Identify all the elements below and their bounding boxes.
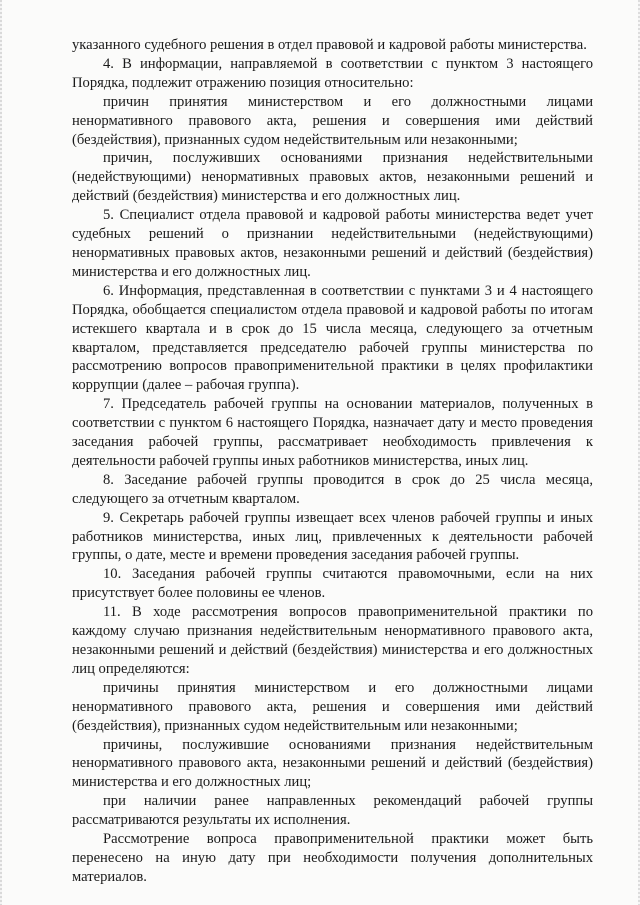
paragraph-item-6: 6. Информация, представленная в соответствии с пунктами 3 и 4 настоящего Порядка, обобщается специалистом отдела правовой и кадровой работы по итогам истекшего квартала и в срок до 15 числа месяца, следующего за отчетным кварталом, представляется председателю рабочей группы министерства по рассмотрению вопросов правоприменительной практики в целях профилактики коррупции (далее – рабочая группа).: [72, 282, 593, 394]
paragraph-item-11: 11. В ходе рассмотрения вопросов правоприменительной практики по каждому случаю признания недействительным ненормативного правового акта, незаконными решений и действий (бездействия) министерства и его должностных лиц определяются:: [72, 604, 593, 677]
document-body: [72, 36, 593, 887]
paragraph-item-9: 9. Секретарь рабочей группы извещает всех членов рабочей группы и иных работников министерства, иных лиц, привлеченных к деятельности рабочей группы, о дате, месте и времени проведения заседания рабочей группы.: [72, 509, 593, 564]
paragraph-item-4: 4. В информации, направляемой в соответствии с пунктом 3 настоящего Порядка, подлежит отражению позиция относительно:: [72, 55, 593, 91]
paragraph-item-8: 8. Заседание рабочей группы проводится в срок до 25 числа месяца, следующего за отчетным кварталом.: [72, 471, 593, 507]
paragraph-item-11-recommendations: при наличии ранее направленных рекомендаций рабочей группы рассматриваются результаты их исполнения.: [72, 793, 593, 829]
paragraph-continuation: указанного судебного решения в отдел правовой и кадровой работы министерства.: [72, 37, 587, 53]
paragraph-item-4-reason-adoption: причин принятия министерством и его должностными лицами ненормативного правового акта, решения и совершения ими действий (бездействия), признанных судом недействительным или незаконными;: [72, 93, 593, 148]
paragraph-item-7: 7. Председатель рабочей группы на основании материалов, полученных в соответствии с пунктом 6 настоящего Порядка, назначает дату и место проведения заседания рабочей группы, рассматривает необходимость привлечения к деятельности рабочей группы иных работников министерства, иных лиц.: [72, 396, 593, 469]
paragraph-item-11-reasons-adoption: причины принятия министерством и его должностными лицами ненормативного правового акта, решения и совершения ими действий (бездействия), признанных судом недействительным или незаконными;: [72, 679, 593, 734]
paragraph-postponement: Рассмотрение вопроса правоприменительной практики может быть перенесено на иную дату при необходимости получения дополнительных материалов.: [72, 831, 593, 885]
paragraph-item-5: 5. Специалист отдела правовой и кадровой работы министерства ведет учет судебных решений о признании недействительными (недействующими) ненормативных правовых актов, незаконными решений и действий (бездействия) министерства и его должностных лиц.: [72, 207, 593, 280]
scan-edge-left: [0, 0, 2, 905]
paragraph-item-4-reason-invalidation: причин, послуживших основаниями признания недействительными (недействующими) ненормативных правовых актов, незаконными решений и действий (бездействия) министерства и его должностных лиц.: [72, 150, 593, 205]
paragraph-item-10: 10. Заседания рабочей группы считаются правомочными, если на них присутствует более половины ее членов.: [72, 566, 593, 602]
paragraph-item-11-reasons-invalidation: причины, послужившие основаниями признания недействительным ненормативного правового акта, незаконными решений и действий (бездействия) министерства и его должностных лиц;: [72, 736, 593, 791]
